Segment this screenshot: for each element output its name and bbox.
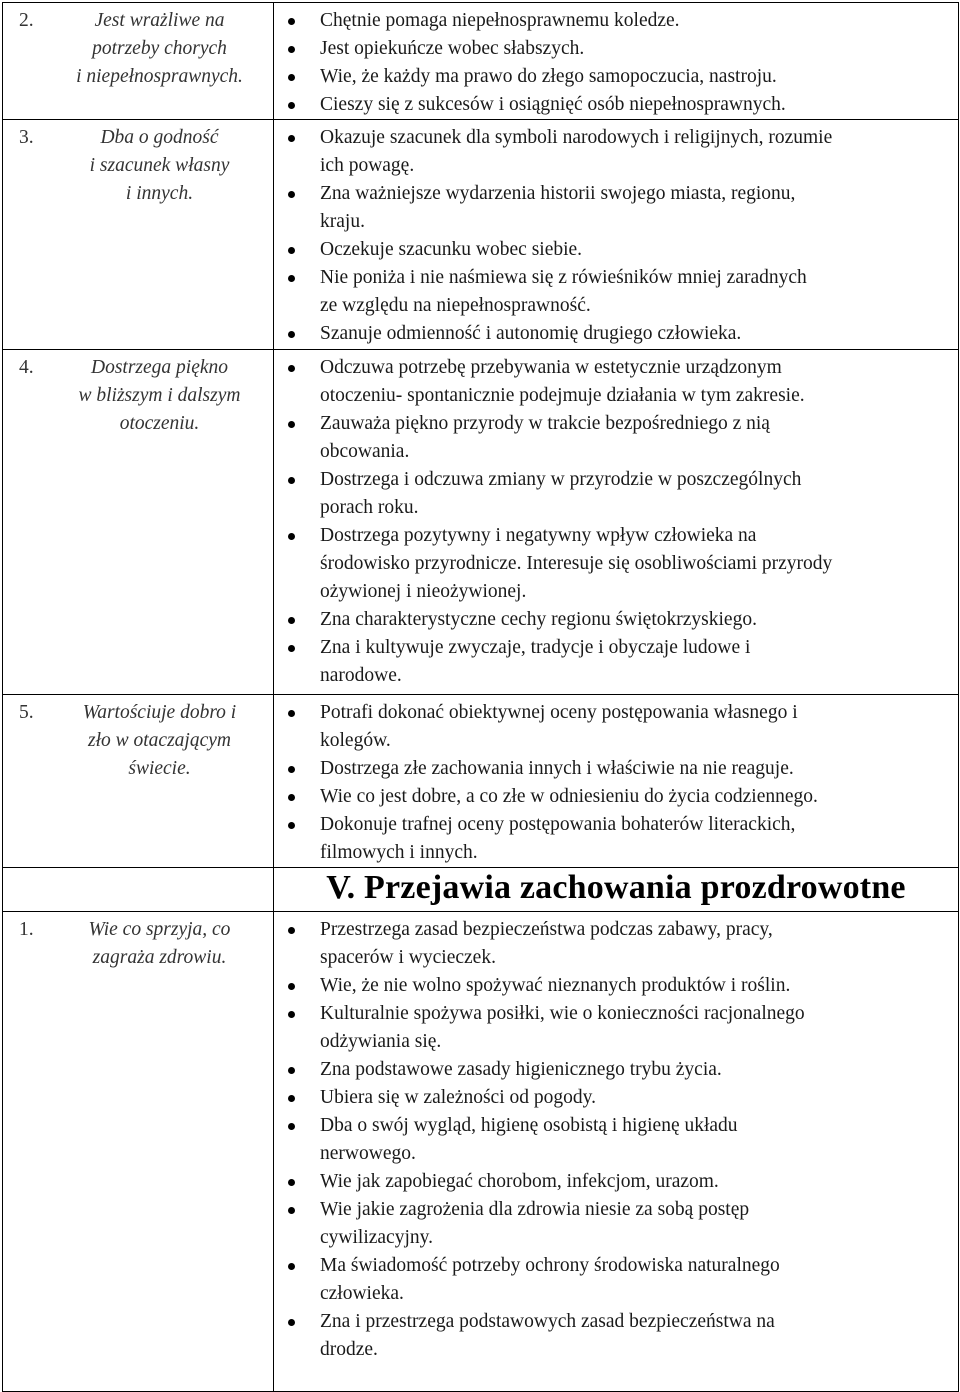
bullet-icon (288, 710, 295, 717)
goal (3, 912, 273, 972)
goal-cell (3, 695, 274, 868)
goal-number: 3. (19, 127, 34, 148)
bullet-icon (288, 102, 295, 109)
criterion-text: Dostrzega złe zachowania innych i właściwie na nie reaguje. (320, 758, 794, 779)
bullet-icon (288, 1207, 295, 1214)
goal (3, 350, 273, 438)
heading-spacer-cell (3, 868, 274, 912)
bullet-icon (288, 794, 295, 801)
bullet-icon (288, 766, 295, 773)
criterion-text: Odczuwa potrzebę przebywania w estetycznie urządzonym otoczeniu- spontanicznie podejmuje działania w tym zakresie. (320, 357, 805, 406)
goal (3, 695, 273, 783)
criterion-text: Jest opiekuńcze wobec słabszych. (320, 38, 585, 59)
bullet-icon (288, 983, 295, 990)
goal-cell (3, 3, 274, 120)
list-item (274, 972, 950, 1000)
list-item (274, 63, 950, 91)
criterion-text: Zauważa piękno przyrody w trakcie bezpośredniego z nią obcowania. (320, 413, 770, 462)
list-item (274, 236, 950, 264)
goal-text: Dostrzega piękno w bliższym i dalszym otoczeniu. (78, 357, 241, 434)
goal-cell (3, 120, 274, 350)
criterion-text: Zna ważniejsze wydarzenia historii swojego miasta, regionu, kraju. (320, 183, 796, 232)
list-item (274, 264, 950, 320)
criterion-text: Cieszy się z sukcesów i osiągnięć osób niepełnosprawnych. (320, 94, 786, 115)
criterion-text: Ma świadomość potrzeby ochrony środowiska naturalnego człowieka. (320, 1255, 780, 1304)
list-item (274, 522, 950, 606)
list-item (274, 7, 950, 35)
section-heading-cell (274, 868, 959, 912)
criteria-cell (274, 3, 959, 120)
criterion-text: Zna i kultywuje zwyczaje, tradycje i obyczaje ludowe i narodowe. (320, 637, 751, 686)
bullet-icon (288, 331, 295, 338)
goal-number: 4. (19, 357, 34, 378)
bullet-icon (288, 421, 295, 428)
bullet-icon (288, 46, 295, 53)
criteria-cell (274, 350, 959, 695)
criterion-text: Dokonuje trafnej oceny postępowania bohaterów literackich, filmowych i innych. (320, 814, 796, 863)
goal-number: 2. (19, 10, 34, 31)
bullet-icon (288, 822, 295, 829)
bullet-icon (288, 18, 295, 25)
criteria-list (274, 695, 958, 867)
bullet-icon (288, 275, 295, 282)
criterion-text: Chętnie pomaga niepełnosprawnemu koledze. (320, 10, 680, 31)
criterion-text: Okazuje szacunek dla symboli narodowych i religijnych, rozumie ich powagę. (320, 127, 833, 176)
goal-text: Dba o godność i szacunek własny i innych. (89, 127, 230, 204)
bullet-icon (288, 1095, 295, 1102)
criterion-text: Dba o swój wygląd, higienę osobistą i higienę układu nerwowego. (320, 1115, 738, 1164)
list-item (274, 699, 950, 755)
bullet-icon (288, 617, 295, 624)
list-item (274, 1252, 950, 1308)
criterion-text: Oczekuje szacunku wobec siebie. (320, 239, 583, 260)
section-heading-row (3, 868, 959, 912)
list-item (274, 354, 950, 410)
list-item (274, 1308, 950, 1364)
bullet-icon (288, 533, 295, 540)
section-heading: V. Przejawia zachowania prozdrowotne (326, 869, 906, 906)
goal-text: Wartościuje dobro i zło w otaczającym świecie. (82, 702, 237, 779)
list-item (274, 320, 950, 348)
criteria-list (274, 3, 958, 119)
list-item (274, 634, 950, 690)
criterion-text: Zna charakterystyczne cechy regionu świętokrzyskiego. (320, 609, 757, 630)
criterion-text: Wie jakie zagrożenia dla zdrowia niesie za sobą postęp cywilizacyjny. (320, 1199, 750, 1248)
bullet-icon (288, 74, 295, 81)
goal-text: Wie co sprzyja, co zagraża zdrowiu. (88, 919, 231, 968)
criterion-text: Wie, że każdy ma prawo do złego samopoczucia, nastroju. (320, 66, 777, 87)
criterion-text: Dostrzega pozytywny i negatywny wpływ człowieka na środowisko przyrodnicze. Interesuje się osobliwościami przyrody ożywionej i nieożywionej. (320, 525, 833, 602)
bullet-icon (288, 1067, 295, 1074)
bullet-icon (288, 1011, 295, 1018)
list-item (274, 916, 950, 972)
criteria-cell (274, 695, 959, 868)
criterion-text: Ubiera się w zależności od pogody. (320, 1087, 596, 1108)
criteria-list (274, 120, 958, 348)
list-item (274, 1168, 950, 1196)
criterion-text: Szanuje odmienność i autonomię drugiego człowieka. (320, 323, 742, 344)
list-item (274, 180, 950, 236)
bullet-icon (288, 1179, 295, 1186)
list-item (274, 1112, 950, 1168)
list-item (274, 124, 950, 180)
criterion-text: Wie jak zapobiegać chorobom, infekcjom, urazom. (320, 1171, 719, 1192)
table-row (3, 120, 959, 350)
list-item (274, 1000, 950, 1056)
criterion-text: Wie co jest dobre, a co złe w odniesieniu do życia codziennego. (320, 786, 818, 807)
goal-text: Jest wrażliwe na potrzeby chorych i niepełnosprawnych. (76, 10, 243, 87)
goal-cell (3, 912, 274, 1392)
bullet-icon (288, 1123, 295, 1130)
goal-number: 1. (19, 919, 34, 940)
bullet-icon (288, 645, 295, 652)
bullet-icon (288, 477, 295, 484)
bullet-icon (288, 191, 295, 198)
table-row (3, 3, 959, 120)
list-item (274, 91, 950, 119)
list-item (274, 410, 950, 466)
list-item (274, 811, 950, 867)
criterion-text: Dostrzega i odczuwa zmiany w przyrodzie w poszczególnych porach roku. (320, 469, 802, 518)
bullet-icon (288, 365, 295, 372)
goal-cell (3, 350, 274, 695)
list-item (274, 466, 950, 522)
list-item (274, 783, 950, 811)
list-item (274, 1084, 950, 1112)
bullet-icon (288, 1319, 295, 1326)
list-item (274, 755, 950, 783)
criterion-text: Zna podstawowe zasady higienicznego trybu życia. (320, 1059, 722, 1080)
curriculum-table (2, 2, 959, 1392)
list-item (274, 606, 950, 634)
criterion-text: Zna i przestrzega podstawowych zasad bezpieczeństwa na drodze. (320, 1311, 775, 1360)
table-row (3, 912, 959, 1392)
criterion-text: Przestrzega zasad bezpieczeństwa podczas zabawy, pracy, spacerów i wycieczek. (320, 919, 773, 968)
list-item (274, 1056, 950, 1084)
bullet-icon (288, 247, 295, 254)
goal (3, 120, 273, 208)
list-item (274, 35, 950, 63)
criteria-cell (274, 912, 959, 1392)
criteria-list (274, 350, 958, 690)
criterion-text: Nie poniża i nie naśmiewa się z rówieśników mniej zaradnych ze względu na niepełnosprawność. (320, 267, 807, 316)
table-row (3, 350, 959, 695)
bullet-icon (288, 135, 295, 142)
criteria-cell (274, 120, 959, 350)
criterion-text: Wie, że nie wolno spożywać nieznanych produktów i roślin. (320, 975, 791, 996)
criteria-list (274, 912, 958, 1364)
goal-number: 5. (19, 702, 34, 723)
table-row (3, 695, 959, 868)
bullet-icon (288, 1263, 295, 1270)
criterion-text: Potrafi dokonać obiektywnej oceny postępowania własnego i kolegów. (320, 702, 798, 751)
goal (3, 3, 273, 91)
bullet-icon (288, 927, 295, 934)
list-item (274, 1196, 950, 1252)
criterion-text: Kulturalnie spożywa posiłki, wie o konieczności racjonalnego odżywiania się. (320, 1003, 805, 1052)
